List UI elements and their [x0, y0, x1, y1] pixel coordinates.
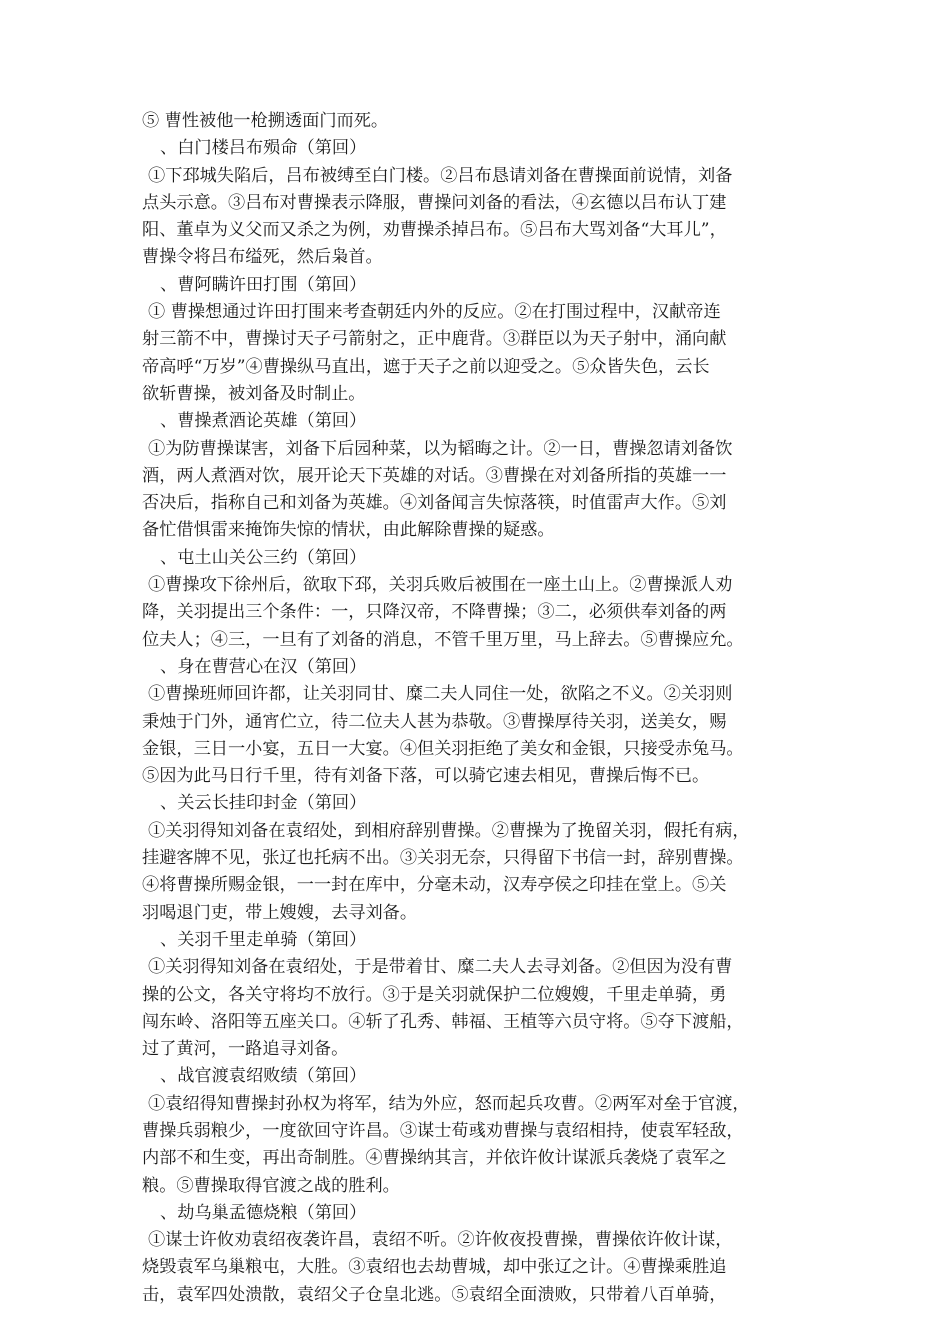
text-line: 操的公文，各关守将均不放行。③于是关羽就保护二位嫂嫂，千里走单骑，勇 — [142, 984, 727, 1005]
section-heading: 、关羽千里走单骑（第回） — [160, 929, 367, 950]
text-line: 射三箭不中，曹操讨天子弓箭射之，正中鹿背。③群臣以为天子射中，涌向献 — [142, 329, 727, 350]
text-line: 粮。⑤曹操取得官渡之战的胜利。 — [142, 1175, 400, 1196]
text-line: ①曹操班师回许都，让关羽同甘、糜二夫人同住一处，欲陷之不义。②关羽则 — [148, 684, 733, 705]
text-line: ①为防曹操谋害，刘备下后园种菜，以为韬晦之计。②一日，曹操忽请刘备饮 — [148, 438, 733, 459]
section-heading: 、曹阿瞒许田打围（第回） — [160, 274, 367, 295]
section-heading: 、身在曹营心在汉（第回） — [160, 656, 367, 677]
text-line: 挂避客牌不见，张辽也托病不出。③关羽无奈，只得留下书信一封，辞别曹操。 — [142, 848, 744, 869]
text-line: 否决后，指称自己和刘备为英雄。④刘备闻言失惊落筷，时值雷声大作。⑤刘 — [142, 493, 727, 514]
text-line: 过了黄河，一路追寻刘备。 — [142, 1039, 349, 1060]
text-line: ①谋士许攸劝袁绍夜袭许昌，袁绍不听。②许攸夜投曹操，曹操依许攸计谋， — [148, 1230, 733, 1251]
section-heading: 、战官渡袁绍败绩（第回） — [160, 1066, 367, 1087]
text-line: 位夫人；④三，一旦有了刘备的消息，不管千里万里，马上辞去。⑤曹操应允。 — [142, 629, 744, 650]
text-line: ①袁绍得知曹操封孙权为将军，结为外应，怒而起兵攻曹。②两军对垒于官渡， — [148, 1093, 750, 1114]
text-line: ①关羽得知刘备在袁绍处，到相府辞别曹操。②曹操为了挽留关羽，假托有病， — [148, 820, 750, 841]
text-line: 闯东岭、洛阳等五座关口。④斩了孔秀、韩福、王植等六员守将。⑤夺下渡船， — [142, 1011, 744, 1032]
text-line: ①下邳城失陷后，吕布被缚至白门楼。②吕布恳请刘备在曹操面前说情，刘备 — [148, 165, 733, 186]
section-heading: 、屯土山关公三约（第回） — [160, 547, 367, 568]
text-line: ① 曹操想通过许田打围来考查朝廷内外的反应。②在打围过程中，汉献帝连 — [148, 302, 721, 323]
text-line: 帝高呼“万岁”④曹操纵马直出，遮于天子之前以迎受之。⑤众皆失色，云长 — [142, 356, 710, 377]
text-line: 降，关羽提出三个条件：一，只降汉帝，不降曹操；③二，必须供奉刘备的两 — [142, 602, 727, 623]
text-line: 曹操令将吕布缢死，然后枭首。 — [142, 247, 383, 268]
text-line: 酒，两人煮酒对饮，展开论天下英雄的对话。③曹操在对刘备所指的英雄一一 — [142, 465, 727, 486]
section-heading: 、劫乌巢孟德烧粮（第回） — [160, 1202, 367, 1223]
section-heading: 、曹操煮酒论英雄（第回） — [160, 411, 367, 432]
text-line: 内部不和生变，再出奇制胜。④曹操纳其言，并依许攸计谋派兵袭烧了袁军之 — [142, 1148, 727, 1169]
text-line: 阳、董卓为义父而又杀之为例，劝曹操杀掉吕布。⑤吕布大骂刘备“大耳儿”， — [142, 220, 727, 241]
text-line: 曹操兵弱粮少，一度欲回守许昌。③谋士荀彧劝曹操与袁绍相持，使袁军轻敌， — [142, 1120, 744, 1141]
text-line: ①关羽得知刘备在袁绍处，于是带着甘、糜二夫人去寻刘备。②但因为没有曹 — [148, 957, 733, 978]
text-line: 烧毁袁军乌巢粮屯，大胜。③袁绍也去劫曹城，却中张辽之计。④曹操乘胜追 — [142, 1257, 727, 1278]
text-line: ④将曹操所赐金银，一一封在库中，分毫未动，汉寿亭侯之印挂在堂上。⑤关 — [142, 875, 727, 896]
text-line: 备忙借惧雷来掩饰失惊的情状，由此解除曹操的疑惑。 — [142, 520, 555, 541]
text-line: ①曹操攻下徐州后，欲取下邳，关羽兵败后被围在一座土山上。②曹操派人劝 — [148, 575, 733, 596]
text-line: 金银，三日一小宴，五日一大宴。④但关羽拒绝了美女和金银，只接受赤兔马。 — [142, 738, 744, 759]
text-line: 击，袁军四处溃散，袁绍父子仓皇北逃。⑤袁绍全面溃败，只带着八百单骑， — [142, 1284, 727, 1305]
text-line: ⑤因为此马日行千里，待有刘备下落，可以骑它速去相见，曹操后悔不已。 — [142, 766, 710, 787]
text-line: ⑤ 曹性被他一枪搠透面门而死。 — [142, 111, 389, 131]
text-line: 秉烛于门外，通宵伫立，待二位夫人甚为恭敬。③曹操厚待关羽，送美女，赐 — [142, 711, 727, 732]
section-heading: 、关云长挂印封金（第回） — [160, 793, 367, 814]
document-page — [142, 108, 832, 1309]
text-line: 羽喝退门吏，带上嫂嫂，去寻刘备。 — [142, 902, 418, 923]
section-heading: 、白门楼吕布殒命（第回） — [160, 138, 367, 159]
text-line: 点头示意。③吕布对曹操表示降服，曹操问刘备的看法，④玄德以吕布认丁建 — [142, 192, 727, 213]
text-line: 欲斩曹操，被刘备及时制止。 — [142, 383, 366, 404]
